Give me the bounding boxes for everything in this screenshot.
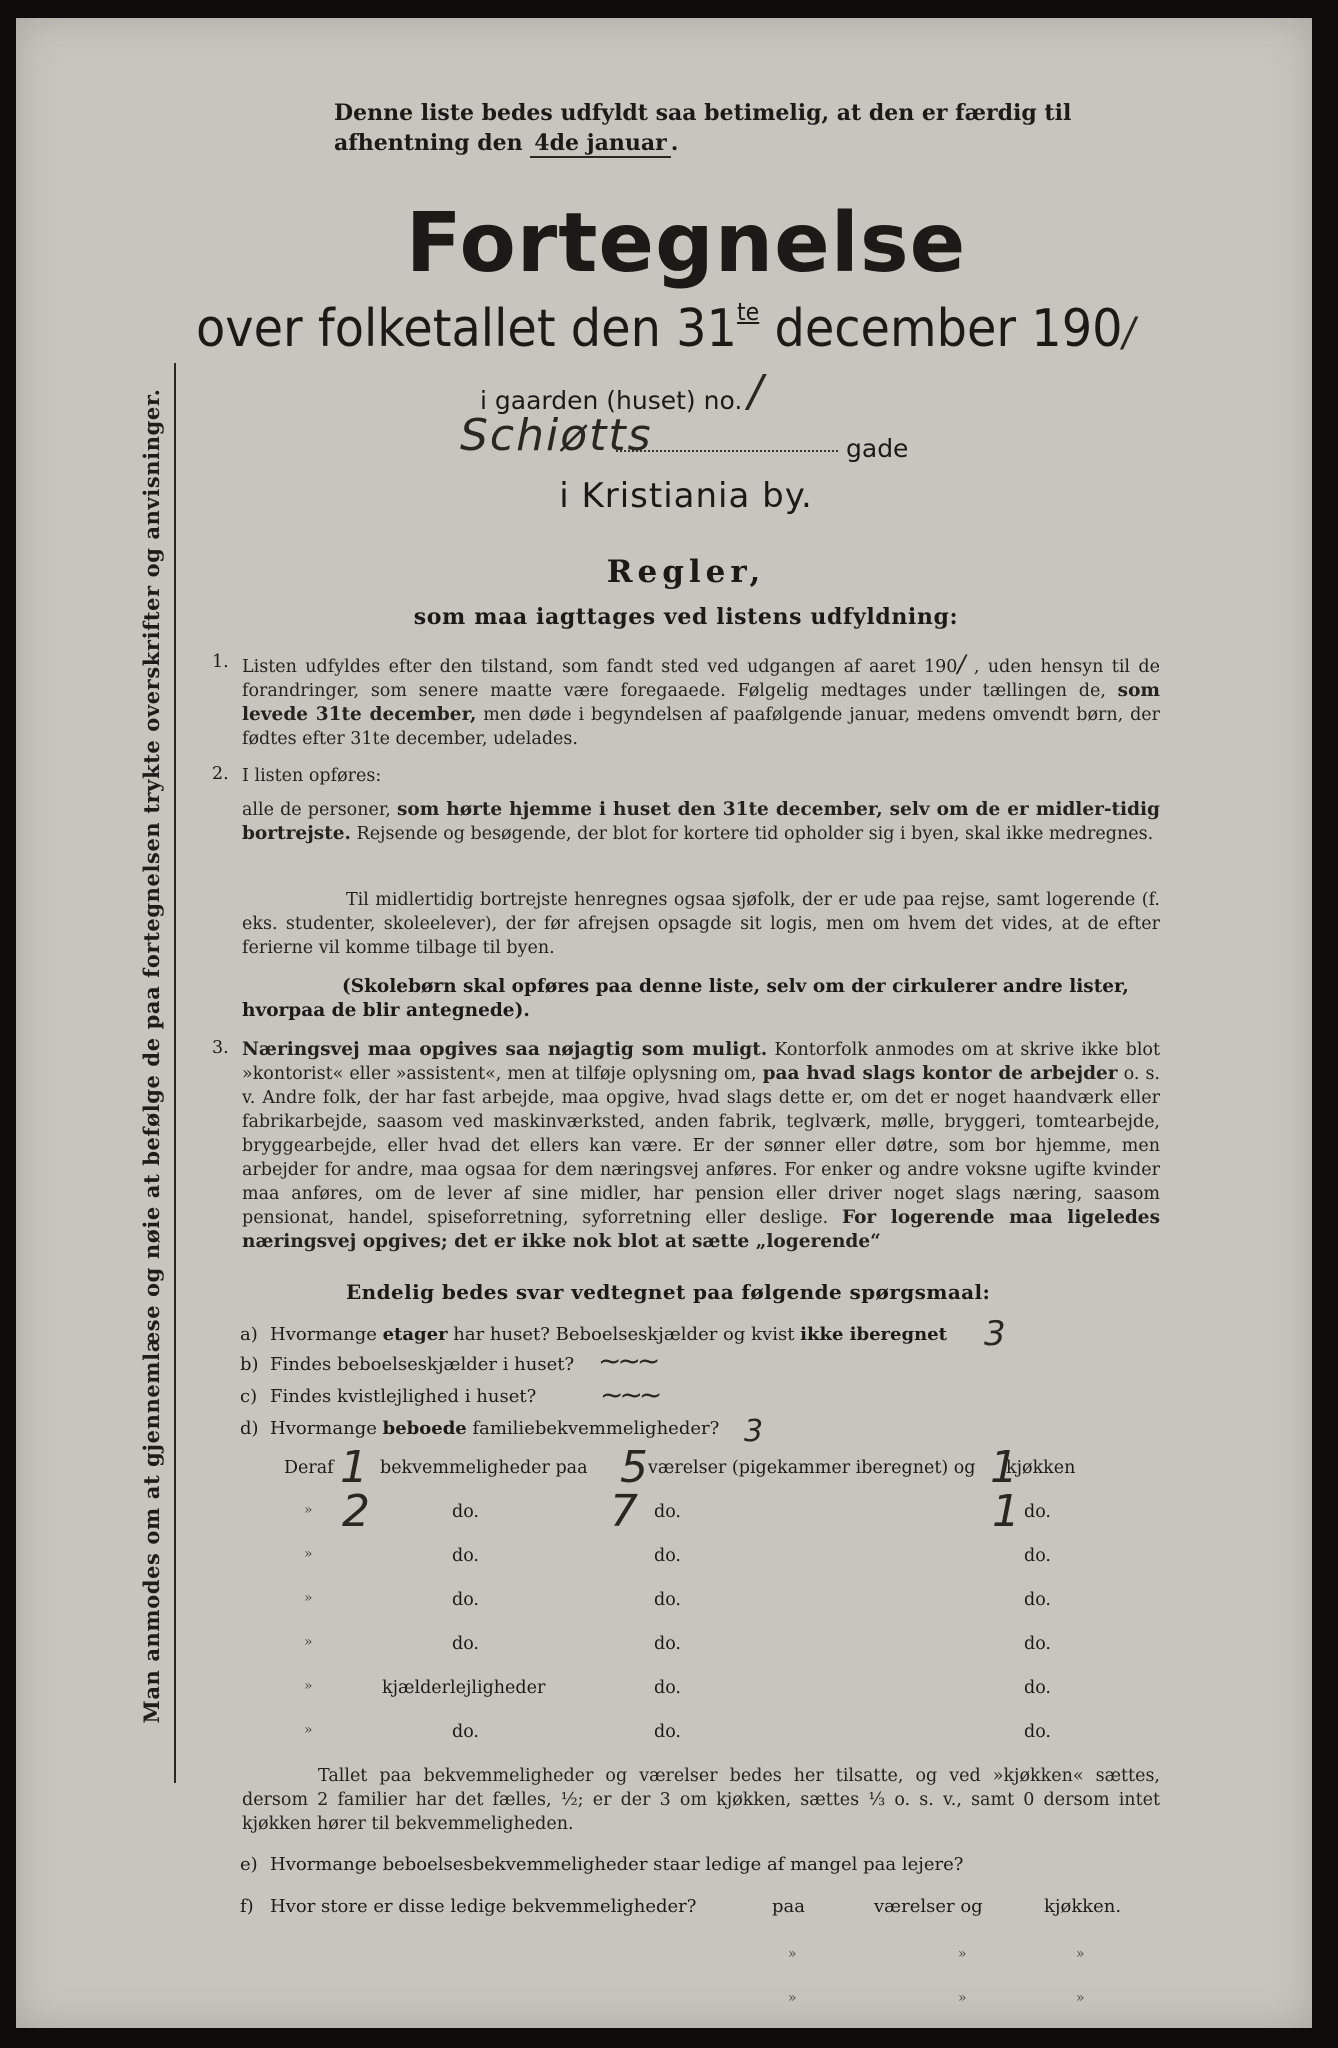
rule-3-bold-2: paa hvad slags kontor de arbejder <box>762 1063 1118 1084</box>
rule-3-text <box>242 1038 1160 1254</box>
rule-2-number: 2. <box>212 764 229 784</box>
ditto-mark: » <box>304 1722 313 1738</box>
kjokken-label: kjøkken <box>1006 1458 1076 1478</box>
do-cell: do. <box>654 1722 681 1742</box>
rule-3-bold-1: Næringsvej maa opgives saa nøjagtig som muligt. <box>242 1039 768 1060</box>
question-d-bold: beboede <box>382 1418 467 1439</box>
do-cell: do. <box>654 1502 681 1522</box>
dwelling-row <box>276 1486 1136 1537</box>
question-b-key: b) <box>240 1354 259 1375</box>
census-form-page <box>16 18 1312 2028</box>
do-cell: do. <box>452 1502 479 1522</box>
rule-1-c: men døde i begyndelsen af paafølgende januar, medens omvendt børn, der fødtes efter 31te december, udelades. <box>242 705 1160 749</box>
ditto-mark: » <box>1076 1990 1085 2006</box>
question-a-bold-2: ikke iberegnet <box>800 1324 947 1345</box>
question-c <box>240 1386 536 1407</box>
do-cell: do. <box>452 1634 479 1654</box>
deraf-label: Deraf <box>284 1458 334 1478</box>
rule-1-text <box>242 652 1160 751</box>
question-b <box>240 1354 574 1375</box>
ditto-mark: » <box>304 1502 313 1518</box>
dwelling-breakdown <box>276 1442 1136 1748</box>
rule-3-a: Kontorfolk anmodes om at skrive ikke blot »kontorist« eller »assistent«, men at tilføje oplysning om, <box>242 1040 1160 1084</box>
question-a-bold: etager <box>382 1324 448 1345</box>
question-e-key: e) <box>240 1854 258 1875</box>
rule-3-number: 3. <box>212 1038 229 1058</box>
city-line: i Kristiania by. <box>559 476 813 516</box>
question-f-key: f) <box>240 1896 254 1917</box>
rule-2-p1-a: alle de personer, <box>242 800 397 820</box>
question-e <box>240 1854 963 1875</box>
bekv-label: bekvemmeligheder paa <box>380 1458 588 1478</box>
side-rule-line <box>174 363 176 1783</box>
rule-1-b: , uden hensyn til de forandringer, som senere maatte være foregaaede. Følgelig medtages under tællingen de, <box>242 657 1160 701</box>
dwelling-row-header <box>276 1442 1136 1493</box>
rule-2-paragraph-3b: hvorpaa de blir antegnede). <box>242 1000 530 1021</box>
question-a-key: a) <box>240 1324 258 1345</box>
do-cell: do. <box>452 1590 479 1610</box>
question-b-text: Findes beboelseskjælder i huset? <box>270 1354 575 1375</box>
form-title: Fortegnelse <box>405 196 967 291</box>
pickup-date: 4de januar <box>530 130 670 158</box>
handwritten-kitchen-1: 1 <box>990 1442 1018 1493</box>
do-cell: do. <box>654 1678 681 1698</box>
do-cell: do. <box>1024 1502 1051 1522</box>
dwelling-row <box>276 1634 1136 1664</box>
question-c-text: Findes kvistlejlighed i huset? <box>270 1386 537 1407</box>
question-f-text: Hvor store er disse ledige bekvemmeligheder? <box>270 1896 697 1917</box>
question-f-vaerelser: værelser og <box>874 1896 983 1917</box>
do-cell: do. <box>1024 1722 1051 1742</box>
subtitle-post: december 190 <box>759 299 1123 359</box>
question-f-paa: paa <box>772 1896 805 1917</box>
kjaelder-label: kjælderlejligheder <box>382 1678 546 1698</box>
do-cell: do. <box>654 1590 681 1610</box>
question-e-text: Hvormange beboelsesbekvemmeligheder staar ledige af mangel paa lejere? <box>270 1854 964 1875</box>
rule-2-p1-b: Rejsende og besøgende, der blot for kortere tid opholder sig i byen, skal ikke medregnes. <box>350 824 1154 844</box>
ditto-mark: » <box>304 1546 313 1562</box>
question-c-key: c) <box>240 1386 258 1407</box>
ditto-mark: » <box>788 1946 797 1962</box>
notice-line2-suffix: . <box>670 130 679 156</box>
question-d-key: d) <box>240 1418 259 1439</box>
form-subtitle <box>196 298 1135 359</box>
do-cell: do. <box>1024 1678 1051 1698</box>
ditto-mark: » <box>958 1990 967 2006</box>
gaard-label: i gaarden (huset) no. <box>480 386 743 415</box>
rule-1-handwritten-year: / <box>957 650 966 678</box>
vaerelser-label: værelser (pigekammer iberegnet) og <box>648 1458 976 1478</box>
subtitle-sup: te <box>736 298 760 326</box>
ditto-mark: » <box>788 1990 797 2006</box>
rule-1-a: Listen udfyldes efter den tilstand, som fandt sted ved udgangen af aaret 190 <box>242 657 958 677</box>
do-cell: do. <box>1024 1546 1051 1566</box>
rules-title: Regler, <box>606 554 766 590</box>
rule-2-paragraph-1 <box>242 798 1160 846</box>
do-cell: do. <box>1024 1590 1051 1610</box>
handwritten-street-name: Schiøtts <box>460 410 653 461</box>
answer-b-handwritten: ~~~ <box>598 1344 657 1377</box>
ditto-mark: » <box>304 1678 313 1694</box>
rule-2-paragraph-3a: (Skolebørn skal opføres paa denne liste, selv om der cirkulerer andre lister, <box>342 976 1129 997</box>
dwelling-row <box>276 1546 1136 1576</box>
dwelling-row <box>276 1590 1136 1620</box>
handwritten-count-1: 1 <box>340 1442 368 1493</box>
question-d-post: familiebekvemmeligheder? <box>466 1418 720 1439</box>
gade-label: gade <box>846 434 909 463</box>
notice-line1: Denne liste bedes udfyldt saa betimelig, at den er færdig til <box>334 100 1072 126</box>
pickup-notice <box>334 98 1160 158</box>
answer-c-handwritten: ~~~ <box>600 1378 659 1411</box>
counting-note: Tallet paa bekvemmeligheder og værelser bedes her tilsatte, og ved »kjøkken« sættes, dersom 2 familier har det fælles, ½; er der 3 om kjøkken, sættes ⅓ o. s. v., samt 0 dersom intet kjøkken hører til bekvemmeligheden. <box>242 1766 1160 1834</box>
rule-2-paragraph-2: Til midlertidig bortrejste henregnes ogsaa sjøfolk, der er ude paa rejse, samt logerende (f. eks. studenter, skoleelever), der før afrejsen opsagde sit logis, men om hvem det vides, at de efter ferierne vil komme tilbage til byen. <box>242 890 1160 958</box>
ditto-mark: » <box>958 1946 967 1962</box>
question-d-pre: Hvormange <box>270 1418 383 1439</box>
rule-1-bold: som levede 31te december, <box>242 680 1160 725</box>
rule-2-p1-bold: som hørte hjemme i huset den 31te december, selv om de er midler-tidig bortrejste. <box>242 799 1160 844</box>
answer-d-handwritten: 3 <box>744 1414 764 1449</box>
handwritten-rooms-1: 5 <box>620 1442 648 1493</box>
dwelling-row-cellar <box>276 1678 1136 1708</box>
question-a-mid: har huset? Beboelseskjælder og kvist <box>447 1324 801 1345</box>
rule-3-b: o. s. v. Andre folk, der har fast arbejde, maa opgive, hvad slags dette er, om det er noget haandværk eller fabrikarbejde, saasom ved maskinværksted, anden fabrik, teglværk, mølle, bryggeri, tomtearbejde, bryggearbejde, eller hvad det ellers kan være. Er der sønner eller døtre, som bor hjemme, men arbejder for andre, maa ogsaa for dem næringsvej anføres. For enker og andre voksne ugifte kvinder maa anføres, om de lever af sine midler, har pension eller driver noget slags næring, saasom pensionat, handel, spiseforretning, syforretning eller deslige. <box>242 1064 1160 1228</box>
rule-3-bold-3: For logerende maa ligeledes næringsvej opgives; det er ikke nok blot at sætte „logerende“ <box>242 1207 1160 1252</box>
do-cell: do. <box>654 1546 681 1566</box>
side-instruction: Man anmodes om at gjennemlæse og nøie at befølge de paa fortegnelsen trykte overskrifter og anvisninger. <box>139 388 164 1724</box>
ditto-mark: » <box>1076 1946 1085 1962</box>
question-f <box>240 1896 696 1917</box>
handwritten-kitchen-2: 1 <box>992 1486 1020 1537</box>
do-cell: do. <box>452 1722 479 1742</box>
notice-line2-prefix: afhentning den <box>334 130 531 156</box>
question-d <box>240 1418 719 1439</box>
rule-2-head: I listen opføres: <box>242 766 382 786</box>
handwritten-year: / <box>1122 310 1135 356</box>
dwelling-row <box>276 1722 1136 1752</box>
subtitle-pre: over folketallet den 31 <box>196 299 737 359</box>
question-a <box>240 1324 947 1345</box>
do-cell: do. <box>654 1634 681 1654</box>
question-a-pre: Hvormange <box>270 1324 383 1345</box>
rules-subtitle: som maa iagttages ved listens udfyldning: <box>413 604 959 630</box>
handwritten-house-number: / <box>748 366 763 417</box>
question-f-kjokken: kjøkken. <box>1044 1896 1122 1917</box>
answer-a-handwritten: 3 <box>984 1314 1006 1354</box>
handwritten-rooms-2: 7 <box>610 1486 638 1537</box>
do-cell: do. <box>1024 1634 1051 1654</box>
do-cell: do. <box>452 1546 479 1566</box>
questions-heading: Endelig bedes svar vedtegnet paa følgende spørgsmaal: <box>346 1280 991 1304</box>
handwritten-count-2: 2 <box>342 1486 370 1537</box>
rule-1-number: 1. <box>212 652 229 672</box>
ditto-mark: » <box>304 1590 313 1606</box>
ditto-mark: » <box>304 1634 313 1650</box>
